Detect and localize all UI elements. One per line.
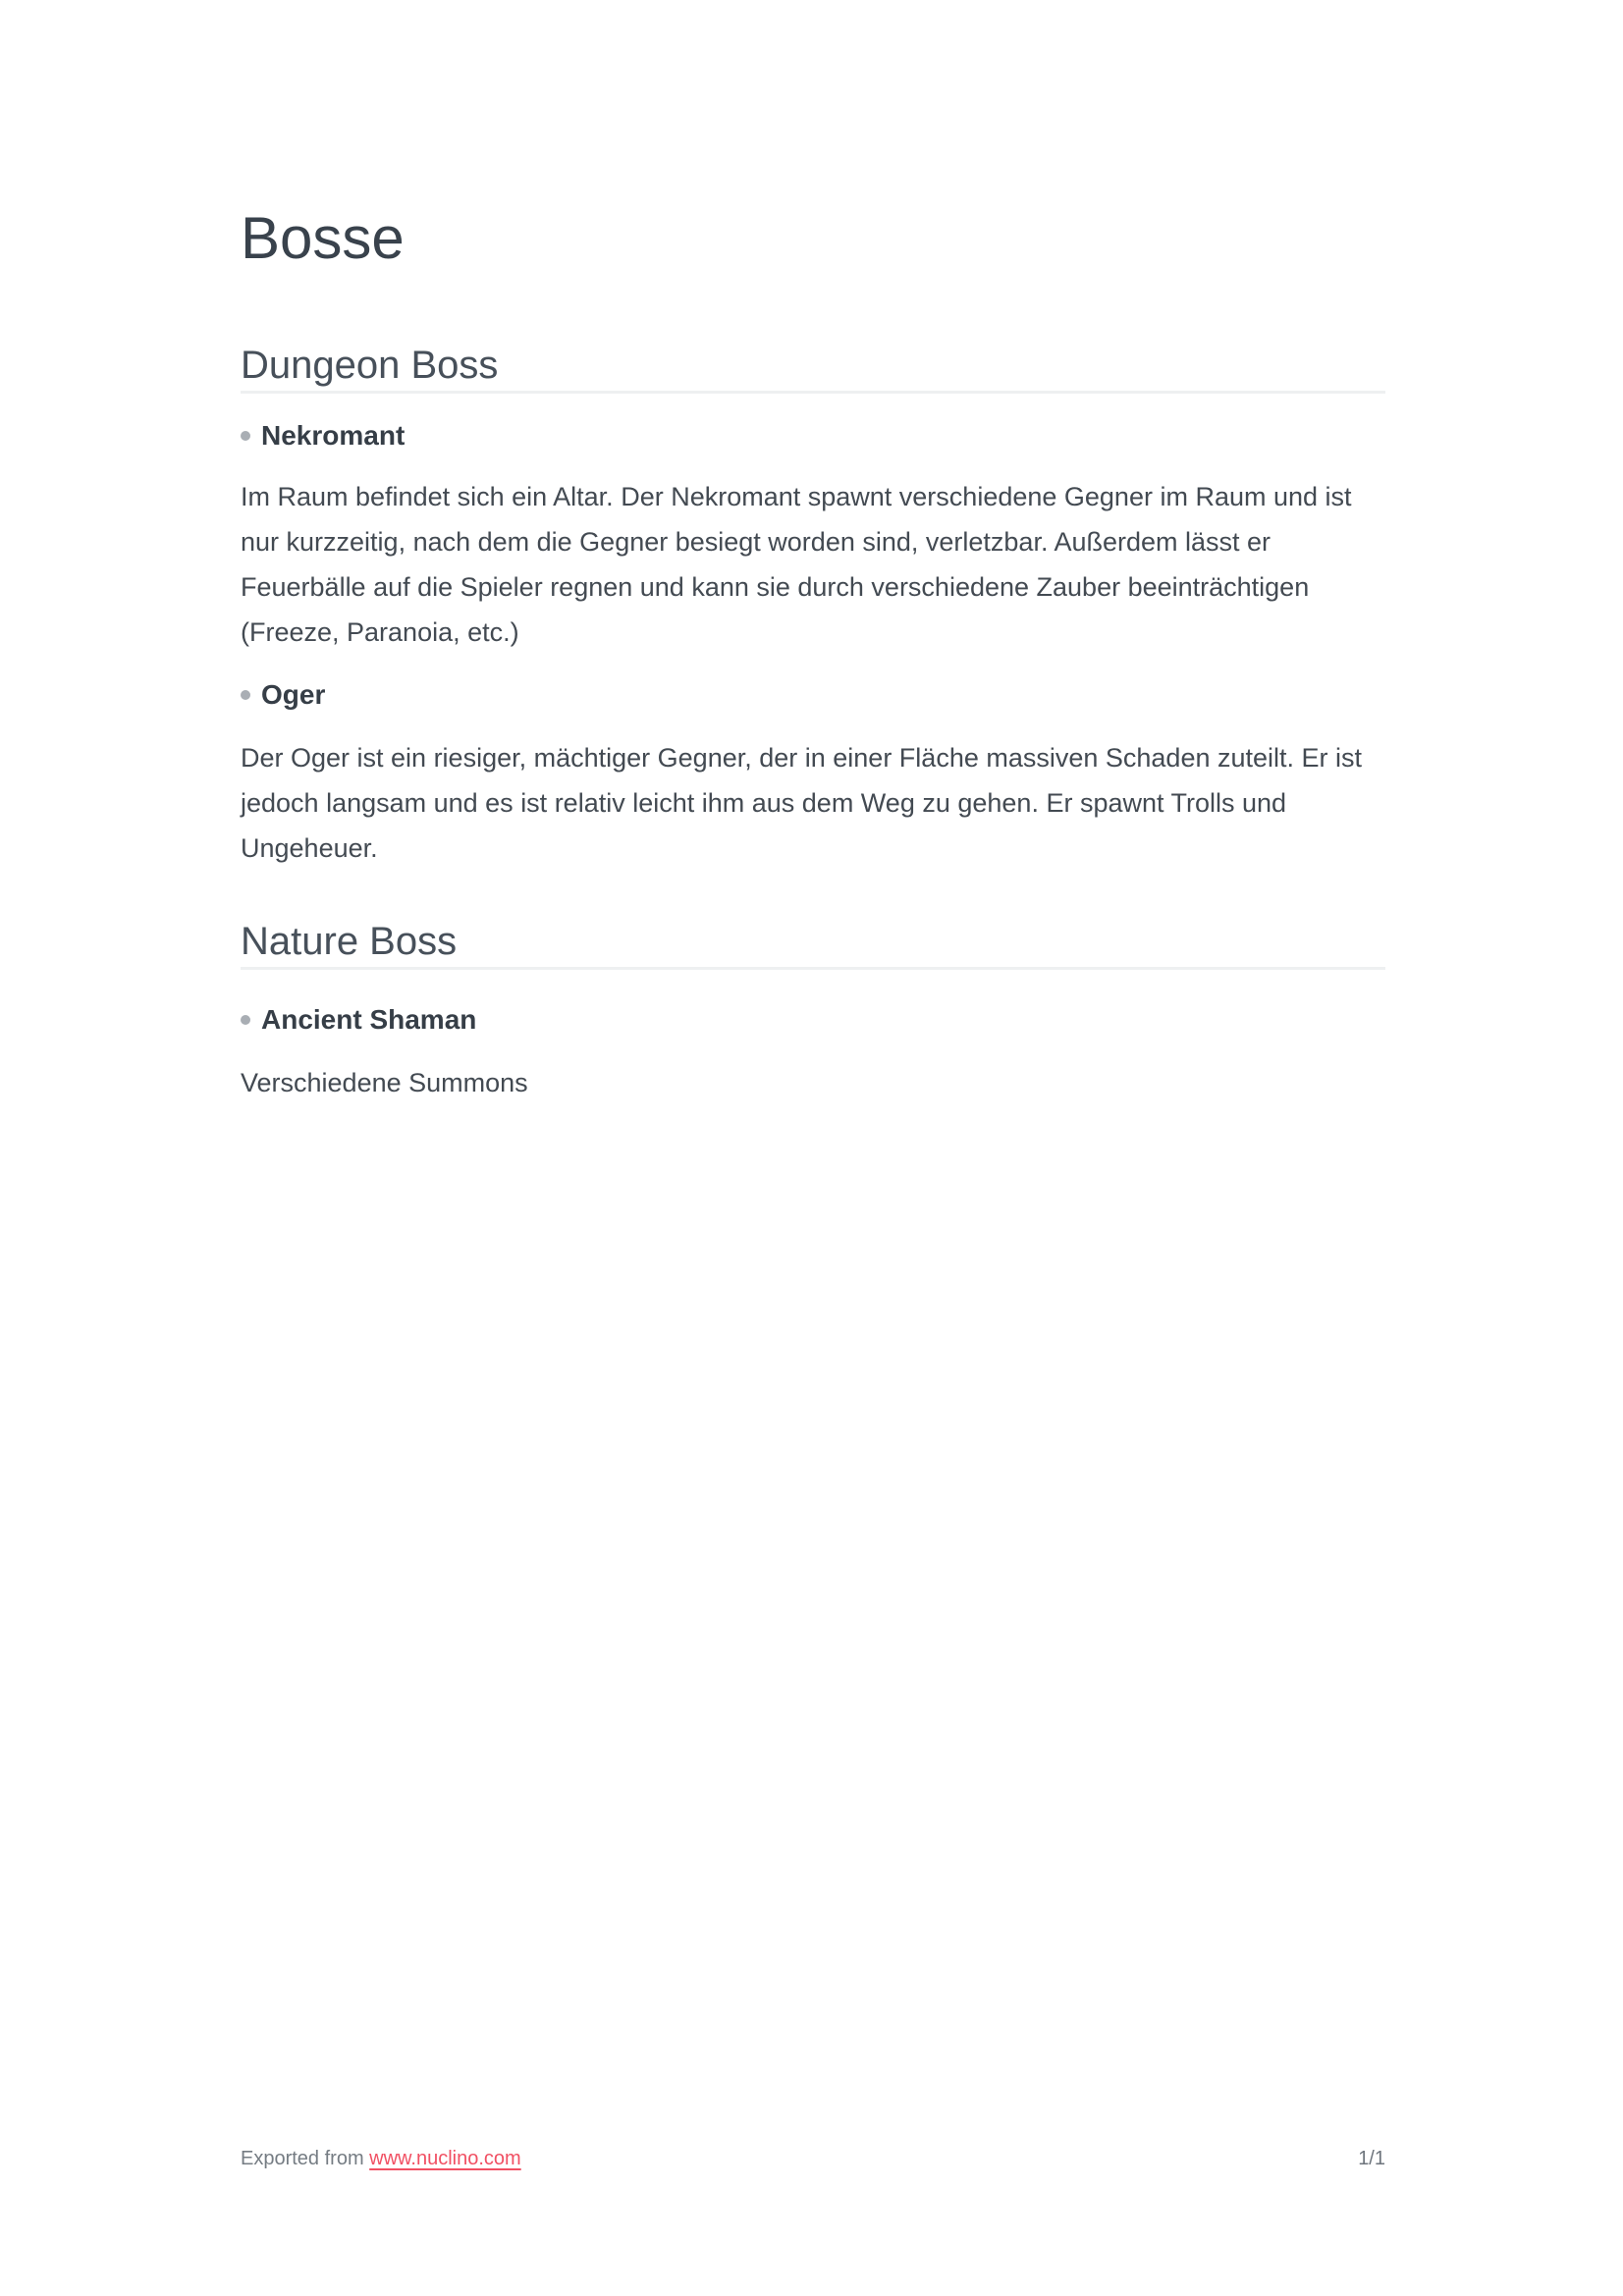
bullet-icon	[241, 1015, 250, 1025]
boss-description-ancient-shaman: Verschiedene Summons	[241, 1068, 528, 1097]
page-indicator: 1/1	[1358, 2148, 1385, 2169]
boss-name-nekromant: Nekromant	[261, 420, 406, 451]
bullet-icon	[241, 690, 250, 700]
list-item	[241, 1003, 1385, 1037]
boss-description-oger: Der Oger ist ein riesiger, mächtiger Gegner, der in einer Fläche massiven Schaden zuteilt. Er ist jedoch langsam und es ist relativ leicht ihm aus dem Weg zu gehen. Er spawnt Trolls und Ungeheuer.	[241, 743, 1363, 863]
page-title: Bosse	[241, 205, 405, 271]
boss-name-ancient-shaman: Ancient Shaman	[261, 1004, 477, 1035]
list-item	[241, 419, 1385, 453]
section-heading-nature-boss: Nature Boss	[241, 922, 1385, 970]
boss-name-oger: Oger	[261, 679, 326, 710]
nuclino-link[interactable]: www.nuclino.com	[369, 2148, 521, 2169]
export-note	[241, 2146, 521, 2171]
bullet-icon	[241, 431, 250, 441]
document-content	[241, 206, 1385, 1105]
export-note-prefix: Exported from	[241, 2148, 370, 2169]
section-heading-dungeon-boss: Dungeon Boss	[241, 346, 1385, 394]
list-item	[241, 678, 1385, 712]
boss-description-nekromant: Im Raum befindet sich ein Altar. Der Nekromant spawnt verschiedene Gegner im Raum und ist nur kurzzeitig, nach dem die Gegner besiegt worden sind, verletzbar. Außerdem lässt er Feuerbälle auf die Spieler regnen und kann sie durch verschiedene Zauber beeinträchtigen (Freeze, Paranoia, etc.)	[241, 482, 1352, 647]
page-footer	[241, 2146, 1385, 2171]
